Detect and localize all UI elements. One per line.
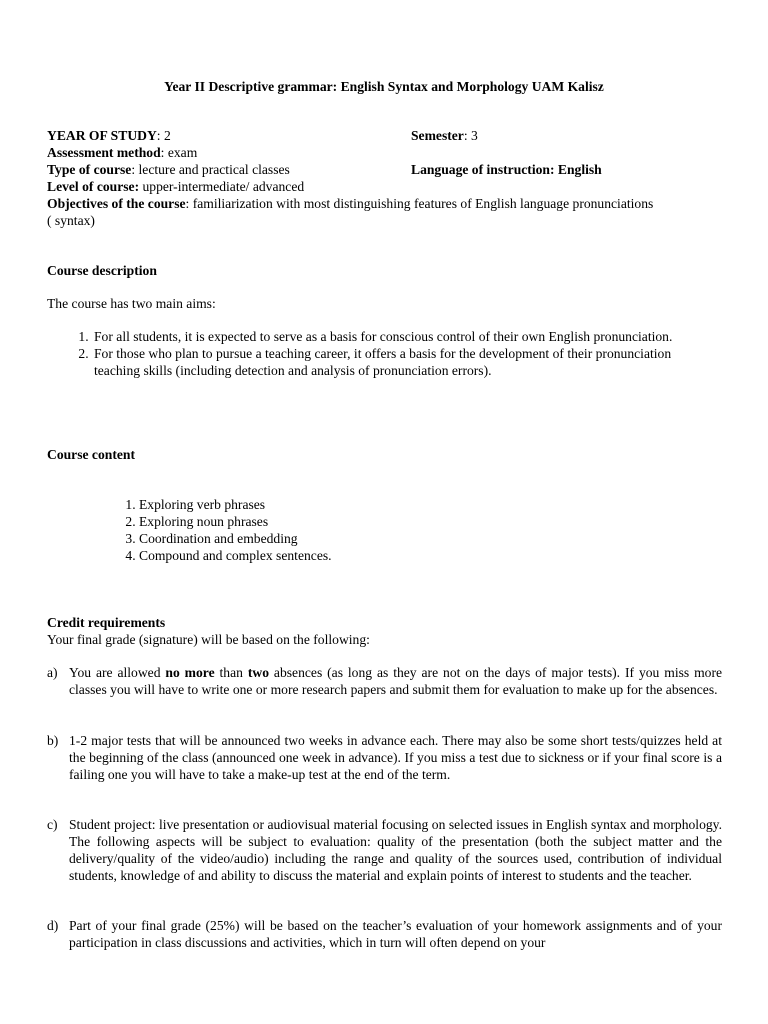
credit-item-c — [47, 816, 722, 884]
course-description-heading: Course description — [47, 263, 157, 278]
item-text: Part of your final grade (25%) will be based on the teacher’s evaluation of your homework assignments and of your participation in class discussions and activities, which in turn will often depend on your — [69, 918, 722, 950]
assessment-value: : exam — [160, 145, 198, 160]
course-meta — [47, 127, 737, 229]
course-content-section — [47, 446, 722, 564]
text-run: than — [214, 665, 248, 680]
semester-value: : 3 — [463, 128, 478, 143]
item-text — [69, 664, 722, 698]
text-run: You are allowed — [69, 665, 166, 680]
credit-item-a — [47, 664, 722, 698]
item-label: d) — [47, 918, 59, 933]
emphasis: two — [247, 665, 270, 680]
semester — [411, 127, 478, 144]
list-item: 1. For all students, it is expected to serve as a basis for conscious control of their own English pronunciation. — [92, 328, 712, 345]
type-row — [47, 161, 737, 178]
item-label: a) — [47, 665, 58, 680]
item-text: Student project: live presentation or audiovisual material focusing on selected issues in English syntax and morphology. The following aspects will be subject to evaluation: quality of the presentation (both the subject matter and the delivery/quality of the video/audio) including the range and quality of the sources used, contribution of individual students, knowledge of and ability to discuss the material and explain points of interest to students and the teacher. — [69, 817, 722, 883]
year-value: : 2 — [156, 128, 171, 143]
text-run: absences (as long as they are not on the days of major tests). If you miss more classes you will have to write one or more research papers and submit them for evaluation to make up for the absences. — [69, 665, 723, 697]
semester-label: Semester — [411, 128, 464, 143]
list-item: 4. Compound and complex sentences. — [139, 547, 722, 564]
course-description-section — [47, 262, 722, 379]
credit-item-b — [47, 732, 722, 783]
course-description-intro: The course has two main aims: — [47, 296, 216, 311]
credit-heading: Credit requirements — [47, 615, 166, 630]
credit-section — [47, 614, 722, 648]
objectives-row — [47, 195, 657, 229]
year-label: YEAR OF STUDY — [47, 128, 157, 143]
list-item: 3. Coordination and embedding — [139, 530, 722, 547]
list-item: 2. Exploring noun phrases — [139, 513, 722, 530]
type-value: : lecture and practical classes — [131, 162, 290, 177]
assessment-row — [47, 144, 737, 161]
objectives-value: : familiarization with most distinguishing features of English language pronunciations ( syntax) — [47, 196, 654, 228]
item-text: 1-2 major tests that will be announced two weeks in advance each. There may also be some short tests/quizzes held at the beginning of the class (announced one week in advance). If you miss a test due to sickness or if your final score is a failing one you will have to take a make-up test at the end of the term. — [69, 733, 722, 782]
item-label: b) — [47, 733, 59, 748]
item-label: c) — [47, 817, 58, 832]
content-list — [47, 496, 722, 564]
level-value: upper-intermediate/ advanced — [139, 179, 305, 194]
list-item: 1. Exploring verb phrases — [139, 496, 722, 513]
course-content-heading: Course content — [47, 447, 135, 462]
assessment-label: Assessment method — [47, 145, 161, 160]
level-row — [47, 178, 737, 195]
level-label: Level of course: — [47, 179, 140, 194]
list-item: 2. For those who plan to pursue a teaching career, it offers a basis for the development of their pronunciation teaching skills (including detection and analysis of pronunciation errors). — [92, 345, 712, 379]
objectives-label: Objectives of the course — [47, 196, 186, 211]
aims-list — [47, 328, 712, 379]
language-label: Language of instruction: English — [411, 162, 602, 177]
emphasis: no more — [165, 665, 215, 680]
credit-intro: Your final grade (signature) will be based on the following: — [47, 632, 370, 647]
document-title: Year II Descriptive grammar: English Syntax and Morphology UAM Kalisz — [164, 79, 604, 94]
year-row — [47, 127, 737, 144]
credit-item-d — [47, 917, 722, 951]
type-label: Type of course — [47, 162, 132, 177]
